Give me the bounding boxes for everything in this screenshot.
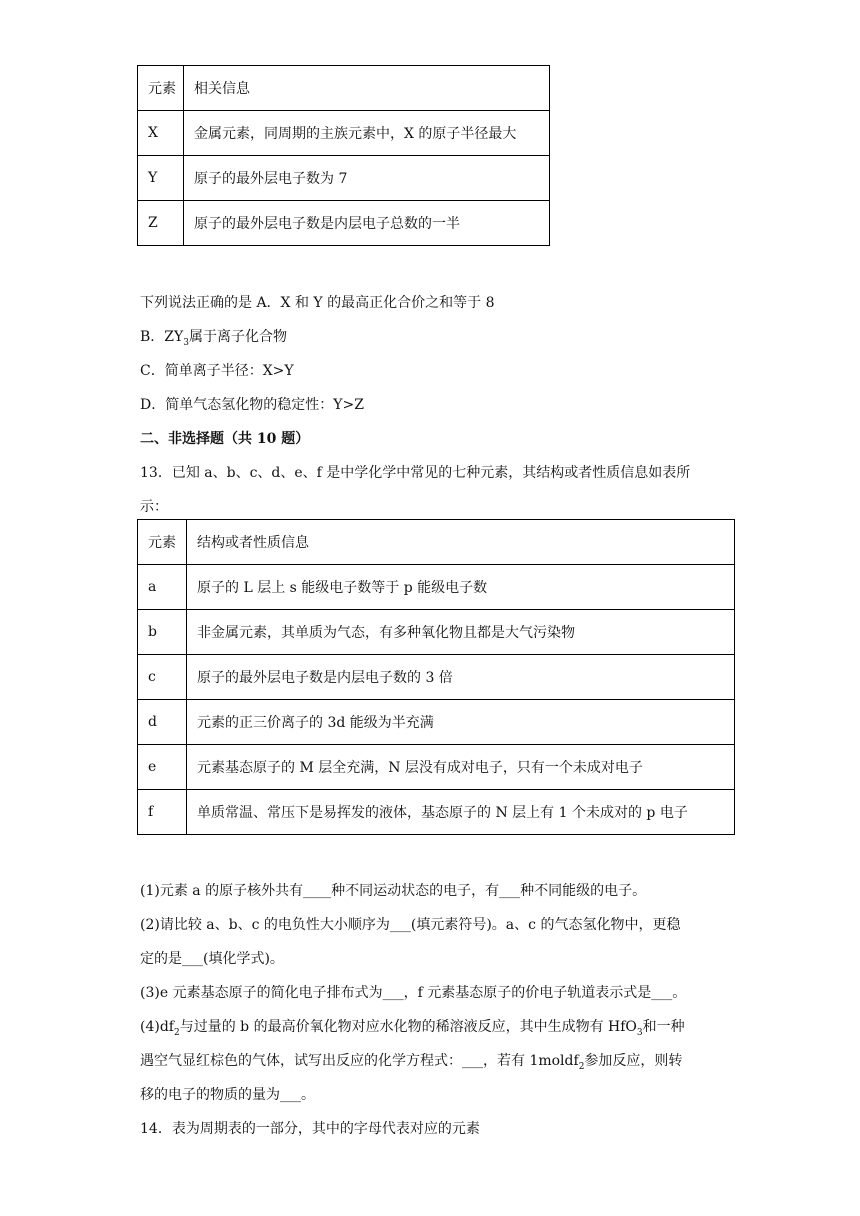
table-cell: d xyxy=(138,700,187,745)
question-13-part-2: (2)请比较 a、b、c 的电负性大小顺序为___(填元素符号)。a、c 的气态氢化物中，更稳 xyxy=(140,917,681,933)
section-heading: 二、非选择题（共 10 题） xyxy=(140,431,310,447)
table-cell: 原子的最外层电子数是内层电子数的 3 倍 xyxy=(187,655,735,700)
question-14-intro: 14．表为周期表的一部分，其中的字母代表对应的元素 xyxy=(140,1121,480,1137)
table-row xyxy=(138,610,735,655)
table-row xyxy=(138,655,735,700)
table-cell: b xyxy=(138,610,187,655)
element-info-table-2 xyxy=(137,519,735,835)
table-header-cell: 元素 xyxy=(138,66,184,111)
subscript: 2 xyxy=(173,1027,180,1038)
question-13-intro: 13．已知 a、b、c、d、e、f 是中学化学中常见的七种元素，其结构或者性质信息如表所 xyxy=(140,465,691,481)
table-row xyxy=(138,700,735,745)
question-13-part-2-cont: 定的是___(填化学式)。 xyxy=(140,951,284,967)
table-cell: X xyxy=(138,111,184,156)
question-13-intro-cont: 示： xyxy=(140,499,168,515)
table-row xyxy=(138,745,735,790)
subscript: 3 xyxy=(183,337,189,348)
table-cell: a xyxy=(138,565,187,610)
question-13-part-4-cont xyxy=(140,1050,682,1072)
table-header-cell: 元素 xyxy=(138,520,187,565)
table-row xyxy=(138,66,550,111)
text-run: 参加反应，则转 xyxy=(584,1053,683,1069)
table-cell: c xyxy=(138,655,187,700)
table-cell: 元素的正三价离子的 3d 能级为半充满 xyxy=(187,700,735,745)
table-cell: f xyxy=(138,790,187,835)
option-d: D．简单气态氢化物的稳定性：Y>Z xyxy=(140,397,364,413)
table-row xyxy=(138,156,550,201)
question-13-part-3: (3)e 元素基态原子的简化电子排布式为___，f 元素基态原子的价电子轨道表示式是___。 xyxy=(140,985,687,1001)
table-cell: 元素基态原子的 M 层全充满，N 层没有成对电子，只有一个未成对电子 xyxy=(187,745,735,790)
question-13-part-4-cont: 移的电子的物质的量为___。 xyxy=(140,1087,315,1103)
table-cell: Y xyxy=(138,156,184,201)
question-12-stem: 下列说法正确的是 A．X 和 Y 的最高正化合价之和等于 8 xyxy=(140,295,495,311)
question-13-part-1: (1)元素 a 的原子核外共有____种不同运动状态的电子，有___种不同能级的电子。 xyxy=(140,883,647,899)
option-b xyxy=(140,326,287,348)
table-cell: 非金属元素，其单质为气态，有多种氧化物且都是大气污染物 xyxy=(187,610,735,655)
text-run: 与过量的 b 的最高价氧化物对应水化物的稀溶液反应，其中生成物有 HfO xyxy=(179,1019,637,1035)
table-row xyxy=(138,520,735,565)
table-header-cell: 结构或者性质信息 xyxy=(187,520,735,565)
table-cell: 单质常温、常压下是易挥发的液体，基态原子的 N 层上有 1 个未成对的 p 电子 xyxy=(187,790,735,835)
option-b-text: B．ZY xyxy=(140,329,184,345)
table-row xyxy=(138,201,550,246)
subscript: 2 xyxy=(578,1061,585,1072)
question-13-part-4 xyxy=(140,1016,685,1038)
option-b-text: 属于离子化合物 xyxy=(189,329,287,345)
text-run: 和一种 xyxy=(642,1019,685,1035)
table-cell: e xyxy=(138,745,187,790)
table-cell: 原子的最外层电子数是内层电子总数的一半 xyxy=(184,201,550,246)
table-header-cell: 相关信息 xyxy=(184,66,550,111)
table-cell: Z xyxy=(138,201,184,246)
table-cell: 原子的 L 层上 s 能级电子数等于 p 能级电子数 xyxy=(187,565,735,610)
element-info-table-1 xyxy=(137,65,550,246)
table-row xyxy=(138,565,735,610)
table-row xyxy=(138,790,735,835)
text-run: 遇空气显红棕色的气体，试写出反应的化学方程式：___，若有 1moldf xyxy=(140,1053,579,1069)
table-row xyxy=(138,111,550,156)
option-c: C．简单离子半径：X>Y xyxy=(140,363,294,379)
table-cell: 金属元素，同周期的主族元素中，X 的原子半径最大 xyxy=(184,111,550,156)
table-cell: 原子的最外层电子数为 7 xyxy=(184,156,550,201)
text-run: (4)df xyxy=(140,1019,174,1035)
subscript: 3 xyxy=(636,1027,643,1038)
